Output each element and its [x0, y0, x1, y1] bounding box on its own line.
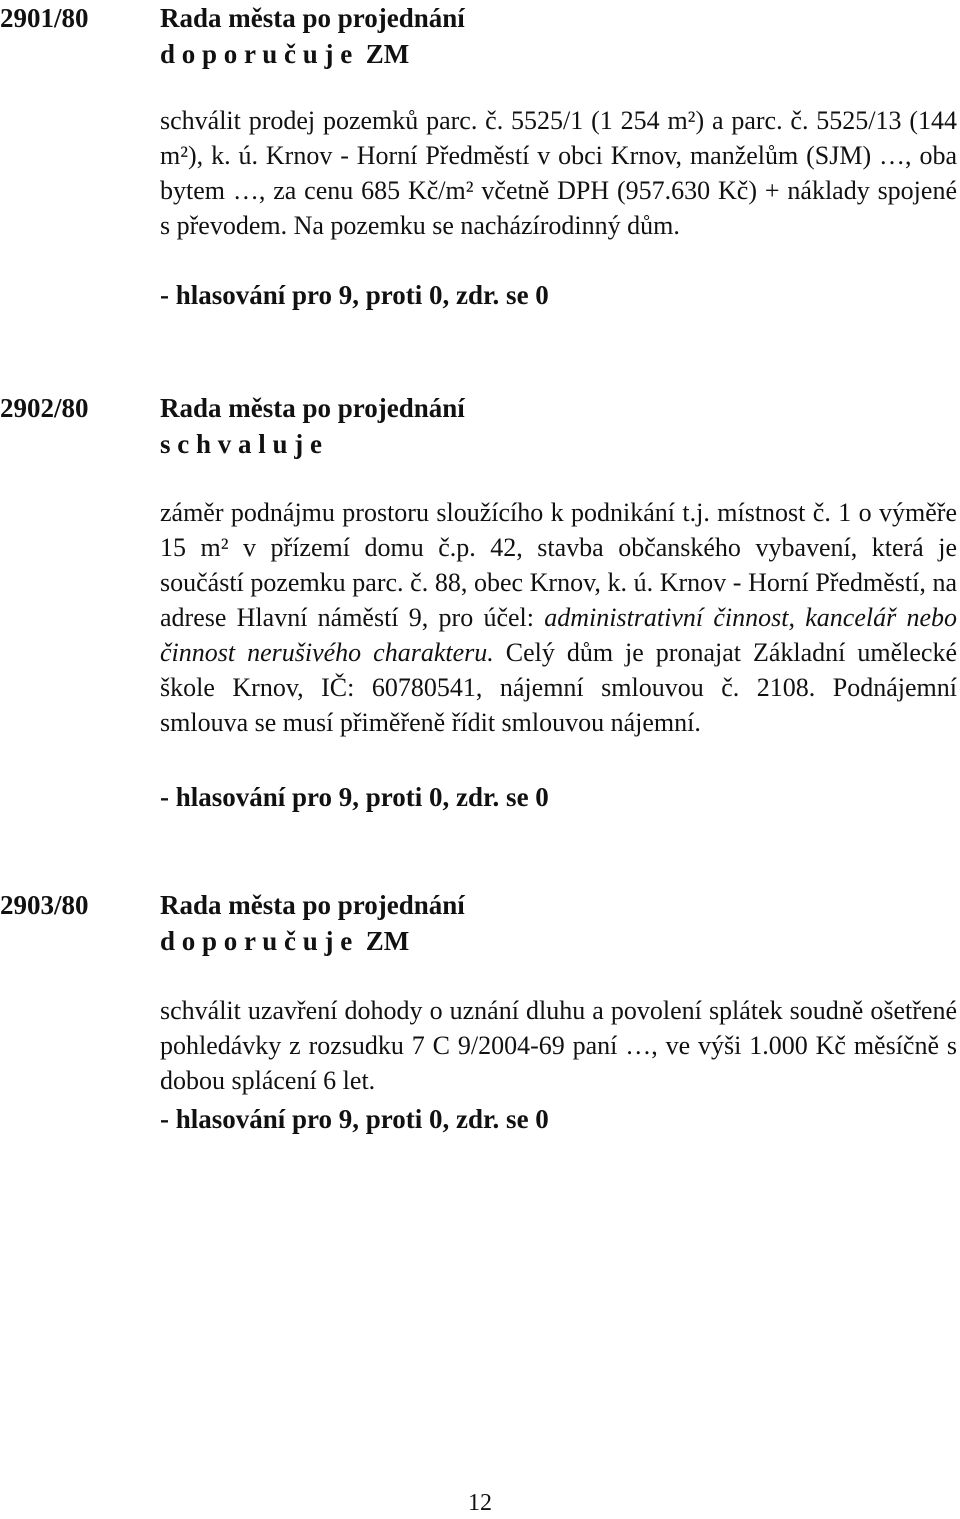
vote-result: - hlasování pro 9, proti 0, zdr. se 0	[160, 782, 549, 812]
resolution-text: schválit uzavření dohody o uznání dluhu a povolení splátek soudně ošetřené pohledávky z rozsudku 7 C 9/2004-69 paní …, ve výši 1.000 Kč měsíčně s dobou splácení 6 let.	[160, 996, 957, 1095]
vote-result: - hlasování pro 9, proti 0, zdr. se 0	[160, 280, 549, 310]
resolution-text	[160, 495, 957, 740]
council-heading: Rada města po projednání	[160, 393, 465, 423]
resolution-header	[160, 887, 960, 959]
action-verb: s c h v a l u j e	[160, 429, 322, 459]
action-verb: d o p o r u č u j e ZM	[160, 926, 410, 956]
text-italic: administrativní činnost, kancelář nebo činnost nerušivého charakteru.	[160, 603, 957, 667]
resolution-text: schválit prodej pozemků parc. č. 5525/1 (1 254 m²) a parc. č. 5525/13 (144 m²), k. ú. Krnov - Horní Předměstí v obci Krnov, manželům (SJM) …, oba bytem …, za cenu 685 Kč/m² včetně DPH (957.630 Kč) + náklady spojené s převodem. Na pozemku se nacházírodinný dům.	[160, 106, 957, 240]
resolution-header	[160, 390, 960, 462]
council-heading: Rada města po projednání	[160, 3, 465, 33]
text-part-1: záměr podnájmu prostoru sloužícího k podnikání t.j. místnost č. 1 o výměře 15 m² v přízemí domu č.p. 42, stavba občanského vybavení, která je součástí pozemku parc. č. 88, obec Krnov, k. ú. Krnov - Horní Předměstí, na adrese Hlavní náměstí 9, pro účel:	[160, 498, 957, 632]
text-part-2: Celý dům je pronajat Základní umělecké škole Krnov, IČ: 60780541, nájemní smlouvou č. 2108. Podnájemní smlouva se musí přiměřeně řídit smlouvou nájemní.	[160, 638, 957, 737]
council-heading: Rada města po projednání	[160, 890, 465, 920]
resolution-number: 2901/80	[0, 3, 89, 33]
resolution-number: 2902/80	[0, 393, 89, 423]
action-verb: d o p o r u č u j e ZM	[160, 39, 410, 69]
vote-result: - hlasování pro 9, proti 0, zdr. se 0	[160, 1104, 549, 1134]
page-number: 12	[468, 1490, 492, 1516]
resolution-number: 2903/80	[0, 890, 89, 920]
resolution-header	[160, 0, 960, 72]
